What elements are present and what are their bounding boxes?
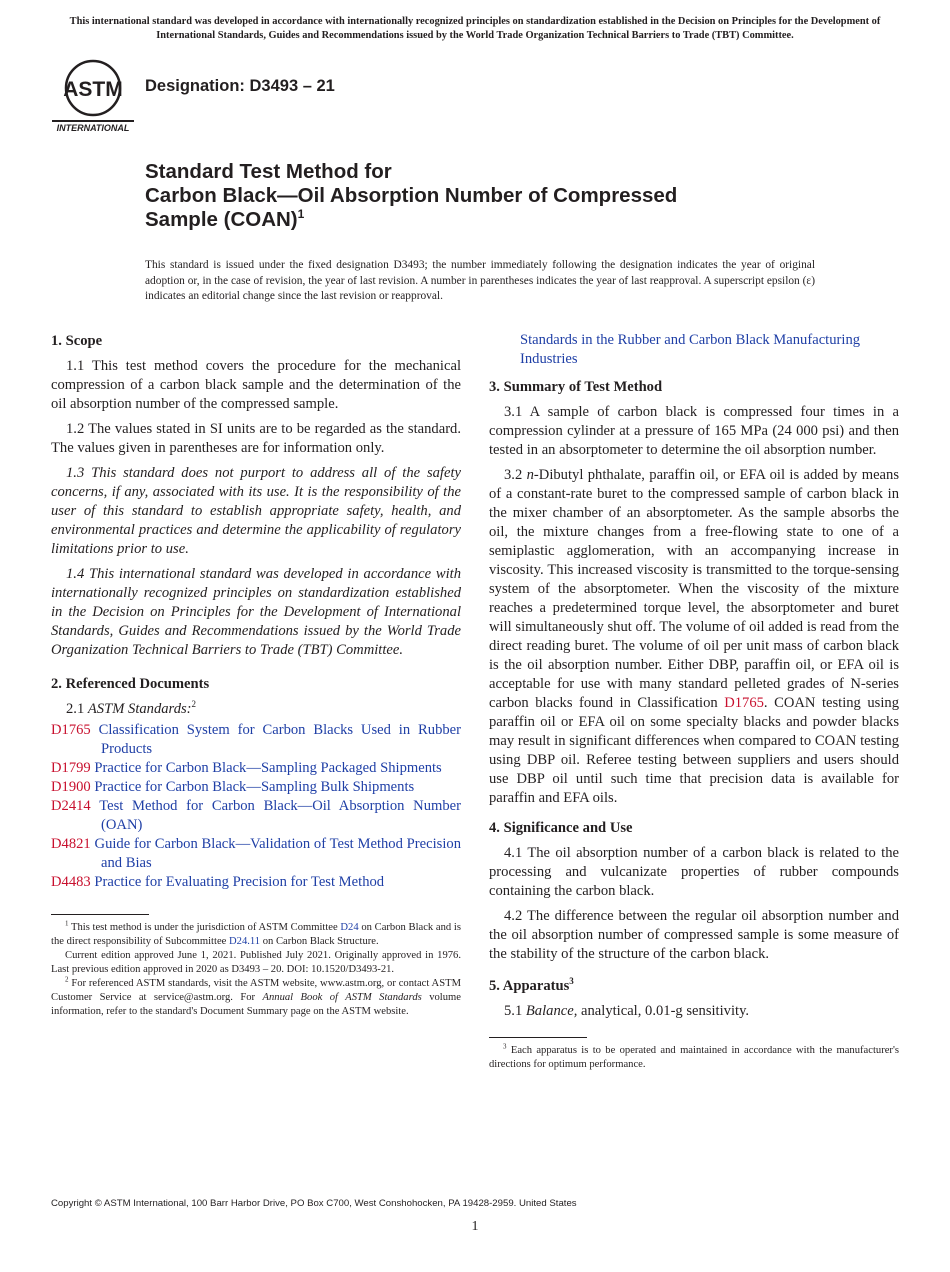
title-footnote-mark: 1 (297, 207, 305, 222)
left-column (51, 331, 461, 1019)
title-line-2: Carbon Black—Oil Absorption Number of Compressed (145, 184, 678, 207)
para-5-1: 5.1 Balance, analytical, 0.01-g sensitivity. (504, 1003, 750, 1019)
issuance-statement: This standard is issued under the fixed designation D3493; the number immediately following the designation indicates the year of original adoption or, in the case of revision, the year of last revision. A number in parentheses indicates the year of last reapproval. A superscript epsilon (ε) indicates an editorial change since the last revision or reapproval. (145, 259, 815, 302)
para-4-2: 4.2 The difference between the regular oil absorption number and the oil absorption number of compressed sample is some measure of the stability of the structure of the carbon black. (489, 908, 899, 962)
para-1-4: 1.4 This international standard was developed in accordance with internationally recognized principles on standardization established in the Decision on Principles for the Development of International Standards, Guides and Recommendations issued by the World Trade Organization Technical Barriers to Trade (TBT) Committee. (51, 566, 461, 658)
para-3-1: 3.1 A sample of carbon black is compressed four times in a compression cylinder at a pressure of 165 MPa (24 000 psi) and then tested in an absorptometer to determine the oil absorption number. (489, 404, 899, 458)
para-1-1: 1.1 This test method covers the procedure for the mechanical compression of a carbon black sample and the determination of the oil absorption number of the compressed sample. (51, 358, 461, 412)
ref-item[interactable]: D1900 Practice for Carbon Black—Sampling Bulk Shipments (51, 779, 415, 795)
logo-text: ASTM (63, 78, 123, 101)
ref-item-continued[interactable]: Standards in the Rubber and Carbon Black Manufacturing Industries (520, 332, 861, 367)
section-significance-heading: 4. Significance and Use (489, 820, 633, 836)
page-number: 1 (471, 1219, 479, 1234)
para-2-1: 2.1 ASTM Standards:$^2$ (66, 699, 197, 717)
title-line-1: Standard Test Method for (145, 160, 392, 183)
section-references-heading: 2. Referenced Documents (51, 676, 210, 692)
ref-item[interactable]: D1799 Practice for Carbon Black—Sampling Packaged Shipments (51, 760, 442, 776)
footnote-1-edition: Current edition approved June 1, 2021. Published July 2021. Originally approved in 1976. Last previous edition approved in 2020 as D3493 – 20. DOI: 10.1520/D3493-21. (51, 950, 461, 975)
ref-item[interactable]: D1765 Classification System for Carbon Blacks Used in Rubber Products (51, 722, 461, 757)
footnote-rule (51, 914, 149, 915)
right-column (489, 331, 899, 1072)
section-apparatus-heading: 5. Apparatus$^3$ (489, 976, 574, 994)
section-scope-heading: 1. Scope (51, 333, 103, 349)
footnote-2: $^2$ For referenced ASTM standards, visit the ASTM website, www.astm.org, or contact ASTM Customer Service at service@astm.org. For Annual Book of ASTM Standards volume information, refer to the standard's Document Summary page on the ASTM website. (51, 975, 461, 1017)
copyright-footer: Copyright © ASTM International, 100 Barr Harbor Drive, PO Box C700, West Conshohocken, PA 19428-2959. United States (51, 1198, 577, 1209)
footnote-3: $^3$ Each apparatus is to be operated and maintained in accordance with the manufacturer's directions for optimum performance. (489, 1042, 899, 1070)
d1765-link[interactable]: D1765 (724, 695, 764, 711)
title-line-3: Sample (COAN)$^1$ (145, 207, 305, 231)
para-1-2: 1.2 The values stated in SI units are to be regarded as the standard. The values given in parentheses are for information only. (51, 421, 461, 456)
logo-subtext: INTERNATIONAL (56, 123, 130, 133)
international-standard-notice: This international standard was developed in accordance with internationally recognized principles on standardization established in the Decision on Principles for the Development of International Standards, Guides and Recommendations issued by the World Trade Organization Technical Barriers to Trade (TBT) Committee. (69, 16, 881, 41)
ref-item[interactable]: D4821 Guide for Carbon Black—Validation of Test Method Precision and Bias (51, 836, 462, 871)
para-4-1: 4.1 The oil absorption number of a carbon black is related to the processing and vulcanizate properties of rubber compounds containing the carbon black. (489, 845, 899, 899)
document-title (145, 160, 845, 232)
footnote-rule (489, 1037, 587, 1038)
footnote-1: $^1$ This test method is under the jurisdiction of ASTM Committee D24 on Carbon Black and is the direct responsibility of Subcommittee D24.11 on Carbon Black Structure. (51, 919, 461, 947)
astm-logo (52, 58, 134, 134)
designation: Designation: D3493 – 21 (145, 77, 335, 95)
section-summary-heading: 3. Summary of Test Method (489, 379, 663, 395)
para-3-2: 3.2 n-Dibutyl phthalate, paraffin oil, or EFA oil is added by means of a constant-rate buret to the compressed sample of carbon black in the mixer chamber of an absorptometer. As the sample absorbs the oil, the mixture changes from a free-flowing state to one of a semiplastic agglomeration, with an accompanying increase in viscosity. This increased viscosity is transmitted to the torque-sensing system of the absorptometer. When the viscosity of the mixture reaches a predetermined torque level, the absorptometer and buret will simultaneously shut off. The volume of oil added is read from the direct reading buret. The volume of oil per unit mass of carbon black is the oil absorption number. Either DBP, paraffin oil, or EFA oil is acceptable for use with many standard pelleted grades of N-series carbon blacks found in Classification D1765. COAN testing using paraffin oil or EFA oil on some specialty blacks and powder blacks may result in significant differences when compared to COAN testing using DBP oil. Referee testing between suppliers and users should use DBP oil until such time that precision data is available for paraffin and EFA oils. (489, 467, 899, 806)
ref-item[interactable]: D2414 Test Method for Carbon Black—Oil Absorption Number (OAN) (51, 798, 461, 833)
para-1-3: 1.3 This standard does not purport to address all of the safety concerns, if any, associated with its use. It is the responsibility of the user of this standard to establish appropriate safety, health, and environmental practices and determine the applicability of regulatory limitations prior to use. (51, 465, 461, 557)
ref-item[interactable]: D4483 Practice for Evaluating Precision for Test Method (51, 874, 385, 890)
